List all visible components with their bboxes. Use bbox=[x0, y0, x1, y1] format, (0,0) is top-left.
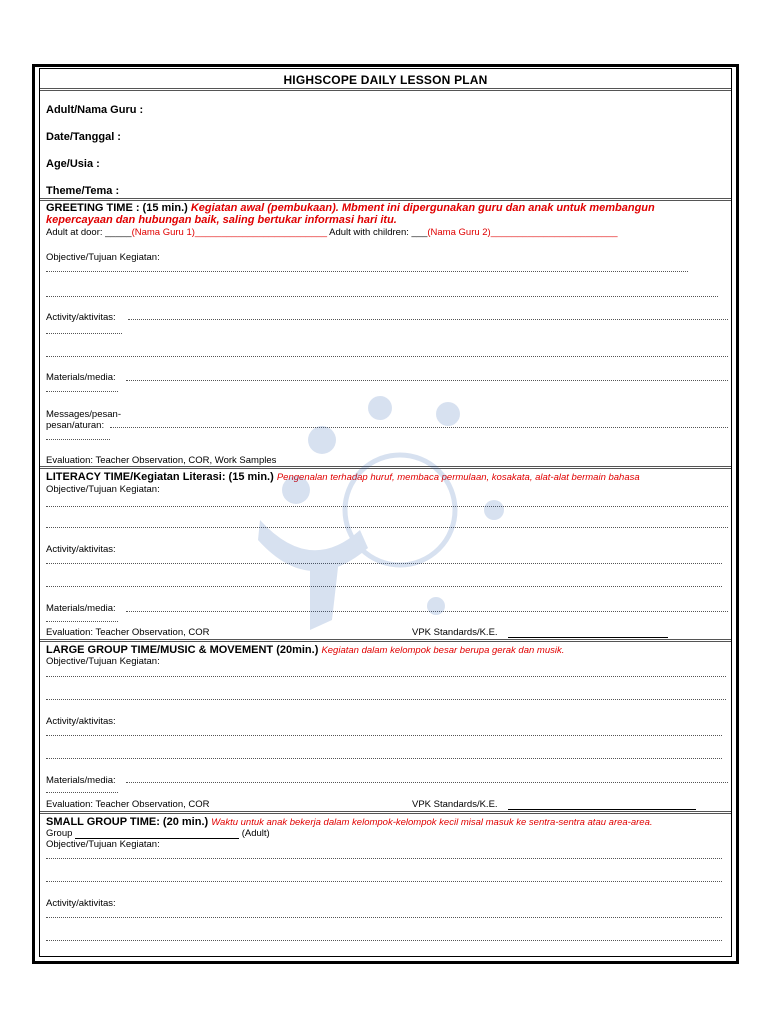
greeting-messages-label-2: pesan/aturan: bbox=[46, 420, 105, 431]
greeting-objective-label: Objective/Tujuan Kegiatan: bbox=[46, 252, 160, 263]
literacy-objective-line-2[interactable] bbox=[46, 527, 728, 528]
large-group-activity-line-2[interactable] bbox=[46, 758, 722, 759]
greeting-heading-line bbox=[46, 202, 725, 214]
greeting-divider bbox=[40, 466, 731, 469]
date-label: Date/Tanggal : bbox=[46, 131, 121, 143]
large-group-materials-label: Materials/media: bbox=[46, 775, 116, 786]
greeting-messages-line-1[interactable] bbox=[110, 427, 728, 428]
large-group-evaluation: Evaluation: Teacher Observation, COR bbox=[46, 799, 210, 810]
greeting-objective-line-2[interactable] bbox=[46, 296, 718, 297]
greeting-messages-line-2[interactable] bbox=[46, 439, 110, 440]
small-group-objective-line-1[interactable] bbox=[46, 858, 722, 859]
adult-assignment-row bbox=[46, 227, 725, 238]
greeting-note-2: kepercayaan dan hubungan baik, saling bertukar informasi hari itu. bbox=[46, 214, 397, 226]
greeting-materials-label: Materials/media: bbox=[46, 372, 116, 383]
small-group-group-label: Group bbox=[46, 828, 73, 839]
age-label: Age/Usia : bbox=[46, 158, 100, 170]
small-group-adult-label: (Adult) bbox=[241, 828, 270, 839]
literacy-objective-label: Objective/Tujuan Kegiatan: bbox=[46, 484, 160, 495]
large-group-note: Kegiatan dalam kelompok besar berupa gerak dan musik. bbox=[321, 645, 565, 656]
adult-door-value[interactable]: (Nama Guru 1)_________________________ bbox=[131, 227, 328, 238]
greeting-activity-line-3[interactable] bbox=[46, 356, 728, 357]
literacy-objective-line-1[interactable] bbox=[46, 506, 728, 507]
literacy-heading: LITERACY TIME/Kegiatan Literasi: (15 min.) bbox=[46, 471, 274, 483]
title-divider bbox=[40, 88, 731, 91]
large-group-vpk-label: VPK Standards/K.E. bbox=[412, 799, 498, 810]
adult-name-label: Adult/Nama Guru : bbox=[46, 104, 144, 116]
large-group-materials-line-2[interactable] bbox=[46, 792, 118, 793]
large-group-activity-label: Activity/aktivitas: bbox=[46, 716, 116, 727]
literacy-divider bbox=[40, 639, 731, 642]
theme-label: Theme/Tema : bbox=[46, 185, 120, 197]
literacy-materials-line-2[interactable] bbox=[46, 621, 118, 622]
large-group-activity-line-1[interactable] bbox=[46, 735, 722, 736]
small-group-activity-line-2[interactable] bbox=[46, 940, 722, 941]
literacy-evaluation: Evaluation: Teacher Observation, COR bbox=[46, 627, 210, 638]
large-group-divider bbox=[40, 811, 731, 814]
greeting-objective-line-1[interactable] bbox=[46, 271, 688, 272]
header-divider bbox=[40, 198, 731, 201]
large-group-objective-line-2[interactable] bbox=[46, 699, 726, 700]
small-group-heading: SMALL GROUP TIME: (20 min.) bbox=[46, 816, 209, 828]
greeting-activity-label: Activity/aktivitas: bbox=[46, 312, 116, 323]
large-group-objective-line-1[interactable] bbox=[46, 676, 726, 677]
large-group-vpk-field[interactable] bbox=[508, 799, 696, 810]
lesson-plan-form bbox=[32, 64, 739, 964]
greeting-materials-line-2[interactable] bbox=[46, 391, 118, 392]
greeting-evaluation: Evaluation: Teacher Observation, COR, Work Samples bbox=[46, 455, 277, 466]
greeting-messages-label-1: Messages/pesan- bbox=[46, 409, 121, 420]
large-group-heading: LARGE GROUP TIME/MUSIC & MOVEMENT (20min.) bbox=[46, 644, 319, 656]
greeting-materials-line-1[interactable] bbox=[126, 380, 728, 381]
literacy-activity-line-2[interactable] bbox=[46, 586, 722, 587]
small-group-group-row bbox=[46, 828, 725, 839]
small-group-objective-label: Objective/Tujuan Kegiatan: bbox=[46, 839, 160, 850]
small-group-objective-line-2[interactable] bbox=[46, 881, 722, 882]
large-group-objective-label: Objective/Tujuan Kegiatan: bbox=[46, 656, 160, 667]
large-group-materials-line-1[interactable] bbox=[126, 782, 728, 783]
literacy-note: Pengenalan terhadap huruf, membaca permulaan, kosakata, alat-alat bermain bahasa bbox=[276, 472, 640, 483]
large-group-evaluation-row bbox=[46, 799, 725, 810]
small-group-activity-label: Activity/aktivitas: bbox=[46, 898, 116, 909]
literacy-vpk-field[interactable] bbox=[508, 627, 668, 638]
small-group-note: Waktu untuk anak bekerja dalam kelompok-kelompok kecil misal masuk ke sentra-sentra atau area-area. bbox=[211, 817, 653, 828]
form-inner-border bbox=[39, 68, 732, 957]
small-group-group-field[interactable] bbox=[75, 828, 239, 839]
greeting-activity-line-1[interactable] bbox=[128, 319, 728, 320]
small-group-activity-line-1[interactable] bbox=[46, 917, 722, 918]
greeting-heading: GREETING TIME : (15 min.) bbox=[46, 202, 188, 214]
literacy-materials-line-1[interactable] bbox=[126, 611, 728, 612]
literacy-activity-line-1[interactable] bbox=[46, 563, 722, 564]
literacy-activity-label: Activity/aktivitas: bbox=[46, 544, 116, 555]
literacy-evaluation-row bbox=[46, 627, 725, 638]
literacy-materials-label: Materials/media: bbox=[46, 603, 116, 614]
literacy-vpk-label: VPK Standards/K.E. bbox=[412, 627, 498, 638]
adult-children-value[interactable]: (Nama Guru 2)________________________ bbox=[427, 227, 618, 238]
adult-door-label: Adult at door: _____ bbox=[46, 227, 132, 238]
literacy-heading-line bbox=[46, 471, 725, 484]
greeting-note-1: Kegiatan awal (pembukaan). Mbment ini dipergunakan guru dan anak untuk membangun bbox=[190, 202, 655, 214]
adult-children-label: Adult with children: ___ bbox=[329, 227, 428, 238]
greeting-activity-line-2[interactable] bbox=[46, 333, 122, 334]
form-title: HIGHSCOPE DAILY LESSON PLAN bbox=[283, 73, 488, 87]
